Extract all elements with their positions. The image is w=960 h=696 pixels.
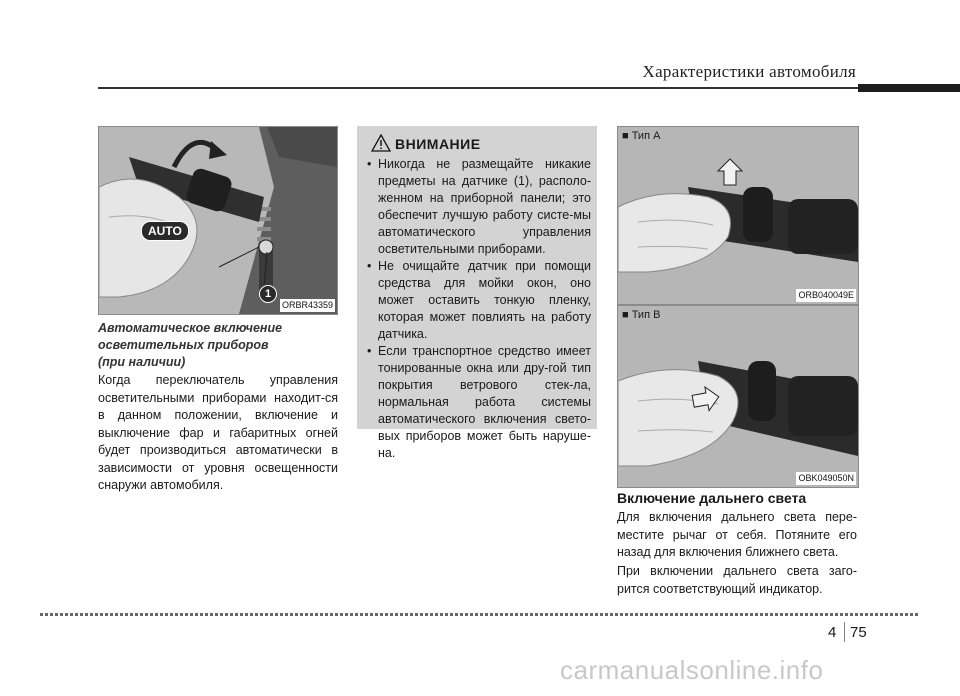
watermark: carmanualsonline.info bbox=[560, 655, 824, 685]
auto-badge: AUTO bbox=[141, 221, 189, 241]
page-number: 75 bbox=[850, 624, 867, 641]
header-tab-bar bbox=[858, 84, 960, 92]
type-b-illustration bbox=[618, 306, 858, 487]
warning-triangle-icon bbox=[371, 134, 391, 152]
high-beam-heading: Включение дальнего света bbox=[617, 490, 807, 506]
header-rule bbox=[98, 87, 858, 89]
footer-rule bbox=[40, 613, 920, 616]
caption-line-2: осветительных приборов bbox=[98, 338, 269, 352]
section-number: 4 bbox=[828, 624, 837, 641]
figure-code: ORB040049E bbox=[798, 290, 854, 300]
auto-switch-illustration bbox=[99, 127, 337, 314]
figure-auto-light-switch bbox=[98, 126, 338, 315]
warning-item: • Если транспортное средство имеет тонированные окна или дру-гой тип покрытия ветрового стек-ла, нормальная работа системы автоматического включения свето-вых приборов может быть наруше-на. bbox=[365, 343, 591, 462]
warning-box bbox=[357, 126, 597, 460]
warning-item: • Никогда не размещайте никакие предметы на датчике (1), располо-женном на приборной панели; это обеспечит лучшую работу систе-мы автоматического управления осветительными приборами. bbox=[365, 156, 591, 258]
auto-caption bbox=[98, 320, 338, 371]
figure-type-a bbox=[617, 126, 859, 305]
high-beam-paragraph-2: При включении дальнего света заго-рится соответствующий индикатор. bbox=[617, 564, 857, 596]
figure-type-b bbox=[617, 305, 859, 488]
figure-code: ORBR43359 bbox=[281, 300, 333, 310]
warning-item: • Не очищайте датчик при помощи средства для мойки окон, оно может оставить тонкую пленку, которая может повлиять на работу датчика. bbox=[365, 258, 591, 343]
caption-line-3: (при наличии) bbox=[98, 355, 186, 369]
high-beam-paragraph-1: Для включения дальнего света пере-местите рычаг от себя. Потяните его назад для включения ближнего света. bbox=[617, 510, 857, 559]
caption-line-1: Автоматическое включение bbox=[98, 321, 283, 335]
chapter-title: Характеристики автомобиля bbox=[642, 62, 856, 81]
type-b-label: ■ Тип B bbox=[622, 309, 661, 321]
type-a-label: ■ Тип A bbox=[622, 130, 661, 142]
auto-description: Когда переключатель управления осветительными приборами находит-ся в данном положении, включение и выключение фар и габаритных огней будет производиться автоматически в зависимости от уровня освещенности снаружи автомобиля. bbox=[98, 373, 338, 492]
warning-title: ВНИМАНИЕ bbox=[395, 136, 481, 152]
sensor-marker: 1 bbox=[259, 285, 277, 303]
warning-list bbox=[365, 156, 591, 462]
type-a-illustration bbox=[618, 127, 858, 304]
figure-code: OBK049050N bbox=[798, 473, 854, 483]
page-divider bbox=[844, 622, 845, 642]
